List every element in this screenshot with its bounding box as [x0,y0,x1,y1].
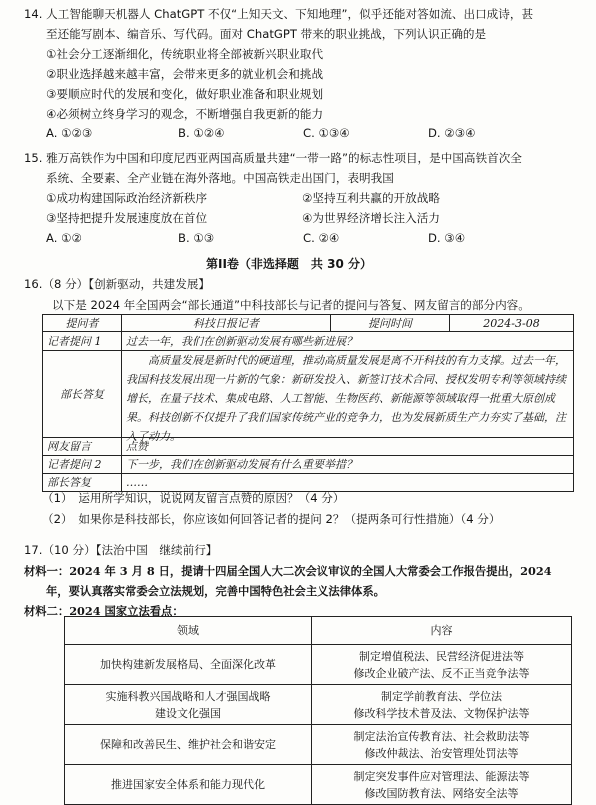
q17-row-content-line: 修改仲裁法、治安管理处罚法等 [364,746,519,760]
q17-material-1-line2: 年，要认真落实常委会立法规划，完善中国特色社会主义法律体系。 [46,584,385,598]
q17-row-content-line: 制定学前教育法、学位法 [381,689,502,703]
q17-row [65,645,572,685]
q15-stem-line1: 15. 雅万高铁作为中国和印度尼西亚两国高质量共建“一带一路”的标志性项目，是中国高铁首次全 [24,151,522,165]
q16-dialog-table [42,314,574,492]
q17-row-area: 保障和改善民生、维护社会和谐安定 [65,725,312,765]
q14-option-d[interactable]: D. ②③④ [428,126,476,140]
q16-row-label: 部长答复 [43,474,122,492]
q14-stem-line2: 至还能写剧本、编音乐、写代码。面对 ChatGPT 带来的职业挑战，下列认识正确的是 [46,27,487,41]
q16-row-question-2 [43,456,574,474]
q15-statement-3: ③坚持把提升发展速度放在首位 [46,211,208,225]
q17-row-area-line: 实施科教兴国战略和人才强国战略 [105,689,271,703]
q14-stem-line1: 14. 人工智能聊天机器人 ChatGPT 不仅“上知天文、下知地理”，似乎还能对答如流、出口成诗，甚 [24,7,534,21]
q16-row-label: 网友留言 [43,438,122,456]
q16-row-text: 点赞 [122,438,574,456]
q16-minister-answer: 高质量发展是新时代的硬道理，推动高质量发展是离不开科技的有力支撑。过去一年，我国科技发展出现一片新的气象：新研发投入、新签订技术合同、授权发明专利等领域持续增长，在量子技术、集成电路、人工智能、生物医药、新能源等领域取得一批重大原创成果。科技创新不仅提升了我们国家传统产业的竞争力，也为发展新质生产力夯实了基础，注入了动力。 [126,354,566,443]
q15-option-a[interactable]: A. ①② [46,231,82,245]
q17-th-area: 领域 [65,617,312,645]
q17-table-header-row [65,617,572,645]
q15-option-b[interactable]: B. ①③ [178,231,215,245]
q16-row-answer-2 [43,474,574,492]
q17-row-area: 推进国家安全体系和能力现代化 [65,765,312,805]
q17-row-content-line: 修改科学技术普及法、文物保护法等 [353,706,530,720]
q16-row-text: 过去一年，我们在创新驱动发展有哪些新进展？ [122,332,574,351]
q17-row-content-line: 修改国防教育法、网络安全法等 [364,786,519,800]
q14-statement-2: ②职业选择越来越丰富，会带来更多的就业机会和挑战 [46,67,324,81]
q16-th-asker-value: 科技日报记者 [122,315,331,332]
q16-header: 16.（8 分）【创新驱动，共建发展】 [24,277,211,291]
q17-row-content-line: 制定法治宣传教育法、社会救助法等 [353,729,530,743]
q16-th-asker: 提问者 [43,315,122,332]
q16-row-answer-1 [43,351,574,438]
q17-row-area-line: 建设文化强国 [155,706,221,720]
q16-subquestion-2: （2） 如果你是科技部长，你应该如何回答记者的提问 2？（提两条可行性措施）（4 分） [42,512,501,526]
q15-statement-1: ①成功构建国际政治经济新秩序 [46,191,208,205]
q16-row-label: 部长答复 [43,351,122,438]
q17-row-content-line: 修改企业破产法、反不正当竞争法等 [353,666,530,680]
q15-stem-line2: 系统、全要素、全产业链在海外落地。中国高铁走出国门，表明我国 [46,171,394,185]
q17-row [65,765,572,805]
q16-row-label: 记者提问 2 [43,456,122,474]
q15-option-c[interactable]: C. ②④ [303,231,340,245]
q14-statement-1: ①社会分工逐渐细化，传统职业将全部被新兴职业取代 [46,47,324,61]
q17-row [65,685,572,725]
q15-option-d[interactable]: D. ③④ [428,231,466,245]
q17-material-1-line1: 材料一：2024 年 3 月 8 日，提请十四届全国人大二次会议审议的全国人大常委会工作报告提出，2024 [24,564,552,578]
q17-th-content: 内容 [312,617,572,645]
q14-option-a[interactable]: A. ①②③ [46,126,93,140]
q14-option-b[interactable]: B. ①②④ [178,126,225,140]
q17-header: 17.（10 分）【法治中国 继续前行】 [24,543,218,557]
q17-row-area: 加快构建新发展格局、全面深化改革 [65,645,312,685]
section-2-title: 第II卷（非选择题 共 30 分） [206,257,372,271]
q15-statement-4: ④为世界经济增长注入活力 [302,211,440,225]
q17-row-content-line: 制定突发事件应对管理法、能源法等 [353,769,530,783]
q17-legislation-table [64,616,572,805]
q17-row-content-line: 制定增值税法、民营经济促进法等 [359,649,524,663]
q16-row-question-1 [43,332,574,351]
q17-material-2: 材料二：2024 国家立法看点： [24,604,184,618]
q14-statement-4: ④必须树立终身学习的观念，不断增强自我更新的能力 [46,107,324,121]
q15-statement-2: ②坚持互利共赢的开放战略 [302,191,440,205]
q16-row-text: …… [122,474,574,492]
q16-table-header-row [43,315,574,332]
q16-th-time-value: 2024-3-08 [450,315,574,332]
q16-th-time: 提问时间 [331,315,450,332]
q14-option-c[interactable]: C. ①③④ [303,126,350,140]
q16-row-text: 下一步，我们在创新驱动发展有什么重要举措？ [122,456,574,474]
q17-row [65,725,572,765]
q16-intro: 以下是 2024 年全国两会“部长通道”中科技部长与记者的提问与答复、网友留言的部分内容。 [52,298,530,312]
q16-row-label: 记者提问 1 [43,332,122,351]
q16-subquestion-1: （1） 运用所学知识，说说网友留言点赞的原因？（4 分） [42,491,345,505]
q14-statement-3: ③要顺应时代的发展和变化，做好职业准备和职业规划 [46,87,324,101]
